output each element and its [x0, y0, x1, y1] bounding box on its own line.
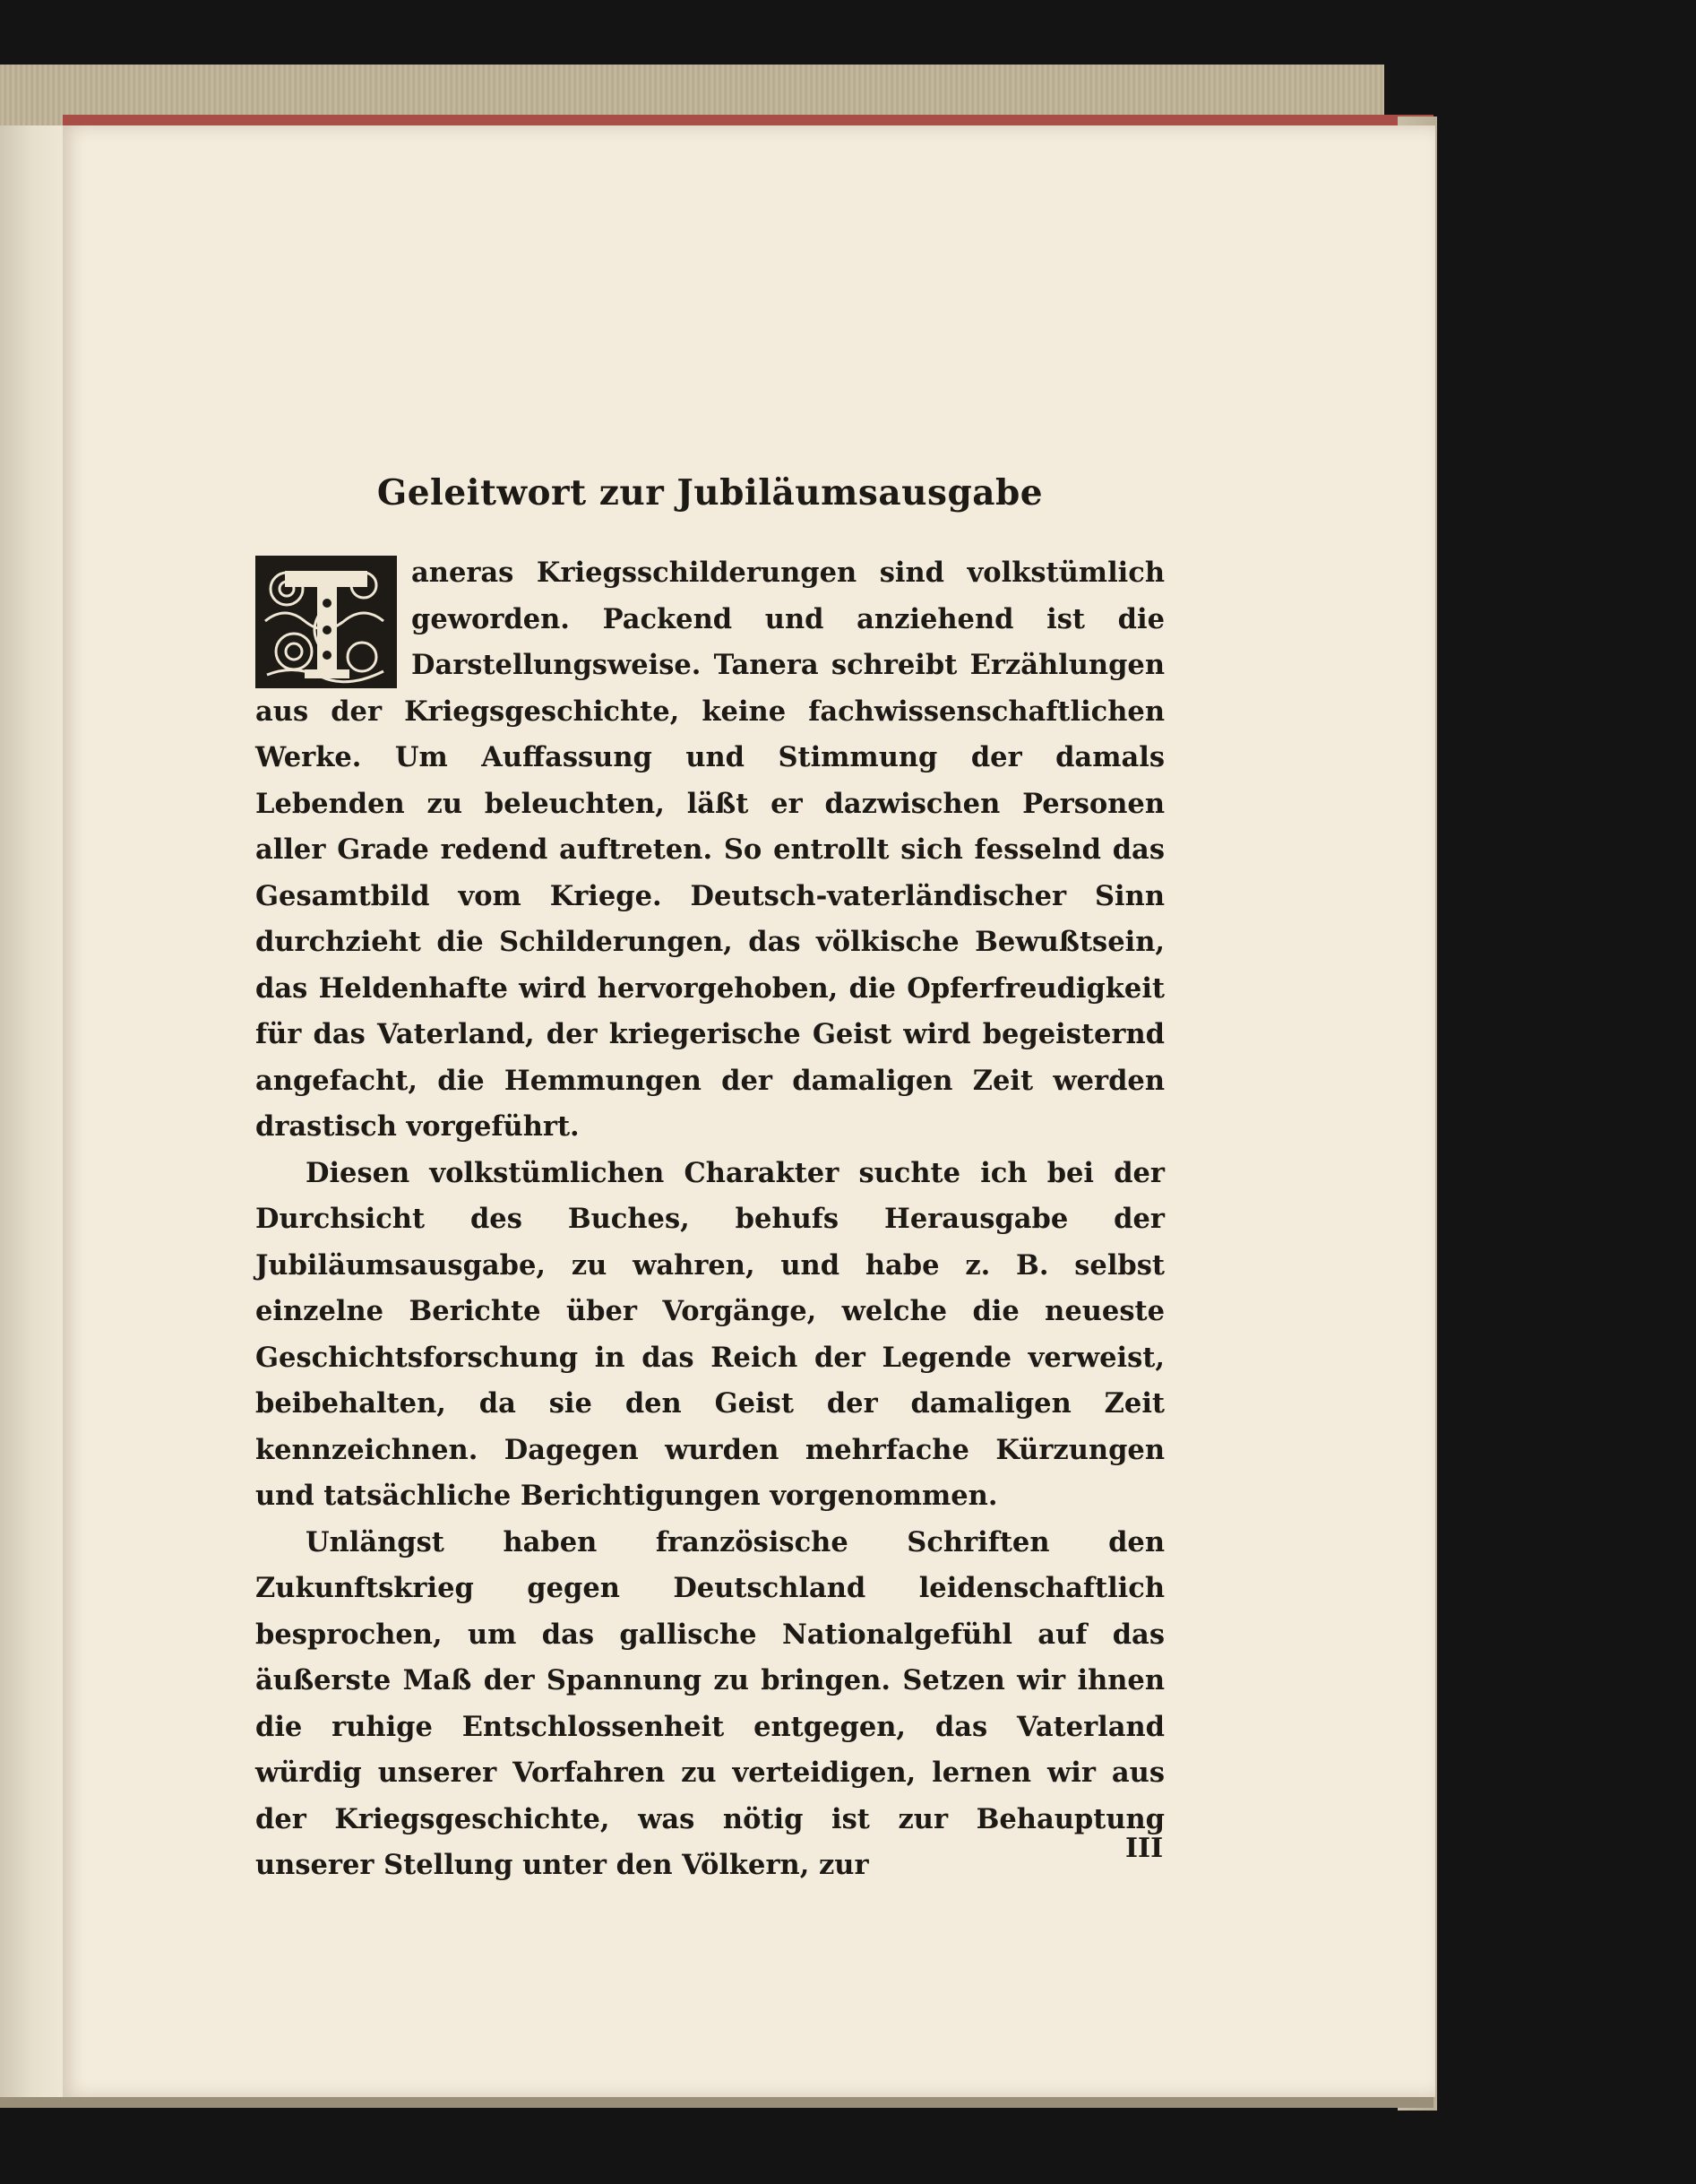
dropcap-ornament: [255, 556, 397, 688]
left-page-edge: [0, 125, 66, 2097]
dropcap-ornament-graphic: [258, 558, 394, 686]
paragraph-1-text: aneras Kriegsschilderungen sind volkstümlich geworden. Packend und anziehend ist die Darstellungsweise. Tanera schreibt Erzählungen aus der Kriegsgeschichte, keine fachwissenschaftlichen Werke. Um Auffassung und Stimmung der damals Lebenden zu beleuchten, läßt er dazwischen Personen aller Grade redend auftreten. So entrollt sich fesselnd das Gesamtbild vom Kriege. Deutsch-vaterländischer Sinn durchzieht die Schilderungen, das völkische Bewußtsein, das Heldenhafte wird hervorgehoben, die Opferfreudigkeit für das Vaterland, der kriegerische Geist wird begeisternd angefacht, die Hemmungen der damaligen Zeit werden drastisch vorgeführt.: [255, 557, 1165, 1143]
page-content: [255, 466, 1165, 1889]
paragraph-1: [255, 550, 1165, 1151]
paragraph-3: Unlängst haben französische Schriften den Zukunftskrieg gegen Deutschland leidenschaftlich besprochen, um das gallische Nationalgefühl auf das äußerste Maß der Spannung zu bringen. Setzen wir ihnen die ruhige Entschlossenheit entgegen, das Vaterland würdig unserer Vorfahren zu verteidigen, lernen wir aus der Kriegsgeschichte, was nötig ist zur Behauptung unserer Stellung unter den Völkern, zur: [255, 1525, 1165, 1881]
page-number: III: [1125, 1833, 1164, 1864]
paragraph-2: Diesen volkstümlichen Charakter suchte ich bei der Durchsicht des Buches, behufs Herausgabe der Jubiläumsausgabe, zu wahren, und habe z. B. selbst einzelne Berichte über Vorgänge, welche die neueste Geschichtsforschung in das Reich der Legende verweist, beibehalten, da sie den Geist der damaligen Zeit kennzeichnen. Dagegen wurden mehrfache Kürzungen und tatsächliche Berichtigungen vorgenommen.: [255, 1156, 1165, 1512]
page-title: Geleitwort zur Jubiläumsausgabe: [376, 472, 1044, 514]
book-cover-bottom-edge: [0, 2097, 1433, 2108]
